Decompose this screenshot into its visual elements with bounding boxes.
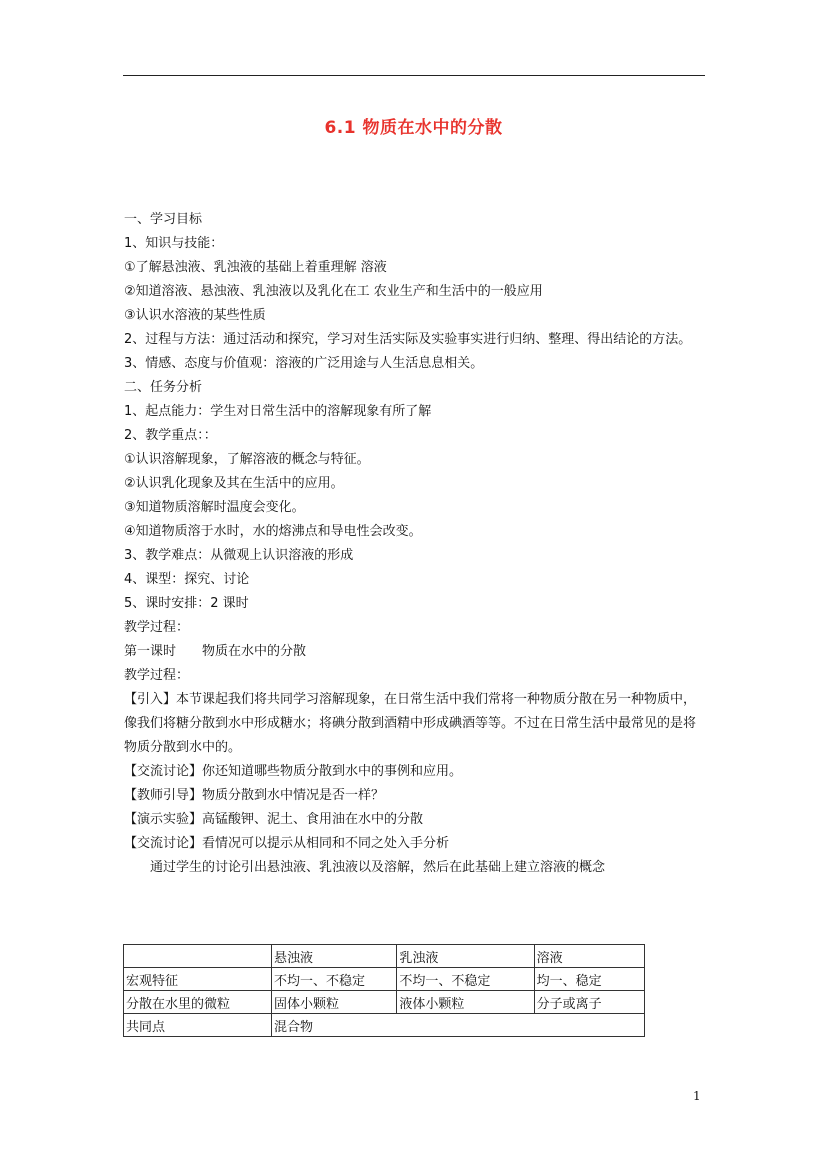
page-number: 1 [693, 1089, 701, 1103]
text-line-indented: 通过学生的讨论引出悬浊液、乳浊液以及溶解，然后在此基础上建立溶液的概念 [150, 860, 606, 875]
text-line: ②知道溶液、悬浊液、乳浊液以及乳化在工 农业生产和生活中的一般应用 [124, 284, 543, 299]
text-line: 3、教学难点：从微观上认识溶液的形成 [124, 548, 354, 563]
section-heading: 一、学习目标 [124, 212, 203, 227]
text-paragraph: 2、过程与方法：通过活动和探究，学习对生活实际及实验事实进行归纳、整理、得出结论的方法。 [124, 332, 692, 347]
text-line: ①认识溶解现象，了解溶液的概念与特征。 [124, 452, 370, 467]
text-line: ④知道物质溶于水时，水的熔沸点和导电性会改变。 [124, 524, 422, 539]
table-cell: 悬浊液 [272, 945, 397, 968]
text-line: 3、情感、态度与价值观：溶液的广泛用途与人生活息息相关。 [124, 356, 484, 371]
table-row [124, 968, 645, 991]
table-cell: 均一、稳定 [534, 968, 644, 991]
text-line: ③知道物质溶解时温度会变化。 [124, 500, 305, 515]
table-cell: 混合物 [272, 1014, 645, 1037]
table-cell [124, 945, 272, 968]
text-line: 【教师引导】物质分散到水中情况是否一样？ [124, 788, 385, 803]
text-line: 2、教学重点：： [124, 428, 217, 443]
text-line: 教学过程： [124, 668, 190, 683]
table-cell: 溶液 [534, 945, 644, 968]
text-line: ②认识乳化现象及其在生活中的应用。 [124, 476, 344, 491]
lesson-heading: 第一课时 物质在水中的分散 [124, 644, 307, 659]
table-cell: 不均一、不稳定 [397, 968, 534, 991]
text-line: 1、起点能力：学生对日常生活中的溶解现象有所了解 [124, 404, 432, 419]
document-title: 6.1 物质在水中的分散 [324, 118, 503, 138]
text-line: ③认识水溶液的某些性质 [124, 308, 266, 323]
text-line: 【交流讨论】你还知道哪些物质分散到水中的事例和应用。 [124, 764, 463, 779]
table-cell: 液体小颗粒 [397, 991, 534, 1014]
section-heading: 二、任务分析 [124, 380, 203, 395]
text-line: 【演示实验】高锰酸钾、泥土、食用油在水中的分散 [124, 812, 424, 827]
table-cell: 共同点 [124, 1014, 272, 1037]
text-line: ①了解悬浊液、乳浊液的基础上着重理解 溶液 [124, 260, 387, 275]
text-line: 4、课型：探究、讨论 [124, 572, 250, 587]
comparison-table [123, 944, 645, 1037]
table-cell: 不均一、不稳定 [272, 968, 397, 991]
table-cell: 固体小颗粒 [272, 991, 397, 1014]
table-cell: 分子或离子 [534, 991, 644, 1014]
table-cell: 乳浊液 [397, 945, 534, 968]
header-rule [123, 75, 705, 76]
text-line: 教学过程： [124, 620, 190, 635]
text-line: 5、课时安排：2 课时 [124, 596, 249, 611]
table-row [124, 945, 645, 968]
text-line: 【交流讨论】看情况可以提示从相同和不同之处入手分析 [124, 836, 450, 851]
text-line: 1、知识与技能： [124, 236, 224, 251]
table-row [124, 991, 645, 1014]
table-row [124, 1014, 645, 1037]
table-cell: 分散在水里的微粒 [124, 991, 272, 1014]
text-paragraph: 【引入】本节课起我们将共同学习溶解现象，在日常生活中我们常将一种物质分散在另一种物质中，像我们将糖分散到水中形成糖水；将碘分散到酒精中形成碘酒等等。不过在日常生活中最常见的是将物质分散到水中的。 [124, 692, 697, 755]
table-cell: 宏观特征 [124, 968, 272, 991]
document-body [124, 208, 704, 880]
